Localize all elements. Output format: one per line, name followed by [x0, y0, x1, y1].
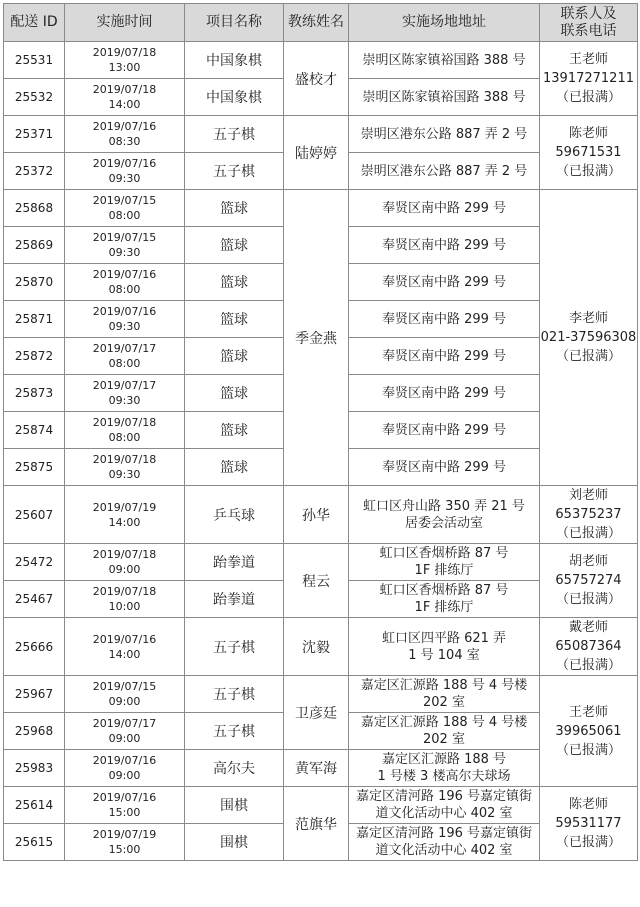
- cell-contact: [540, 116, 638, 190]
- cell-project: 篮球: [185, 375, 284, 412]
- cell-date: 2019/07/15: [92, 194, 157, 207]
- contact-status: （已报满）: [555, 90, 621, 105]
- cell-coach: 孙华: [284, 486, 349, 544]
- table-row: [4, 676, 638, 713]
- cell-coach: 卫彦廷: [284, 676, 349, 750]
- cell-time: [65, 338, 185, 375]
- cell-coach: 盛校才: [284, 42, 349, 116]
- cell-address: [349, 750, 540, 787]
- cell-id: 25873: [4, 375, 65, 412]
- address-line: 202 室: [423, 732, 465, 747]
- cell-id: 25874: [4, 412, 65, 449]
- cell-time: [65, 264, 185, 301]
- cell-date: 2019/07/16: [92, 305, 157, 318]
- table-row: [4, 618, 638, 676]
- cell-project: 五子棋: [185, 713, 284, 750]
- header-row: [4, 4, 638, 42]
- cell-clock: 08:00: [108, 209, 141, 222]
- table-body: [4, 42, 638, 861]
- cell-project: 篮球: [185, 449, 284, 486]
- schedule-table: [3, 3, 638, 861]
- address-line: 崇明区陈家镇裕国路 388 号: [362, 89, 526, 105]
- cell-project: 五子棋: [185, 618, 284, 676]
- cell-contact: [540, 676, 638, 787]
- header-contact-line1: 联系人及: [560, 5, 617, 22]
- header-id: 配送 ID: [4, 4, 65, 42]
- contact-status: （已报满）: [555, 658, 621, 673]
- address-line: 1F 排练厅: [414, 600, 474, 615]
- table-row: [4, 116, 638, 153]
- contact-status: （已报满）: [555, 526, 621, 541]
- contact-name: 王老师: [568, 52, 608, 67]
- cell-project: 五子棋: [185, 116, 284, 153]
- cell-id: 25615: [4, 824, 65, 861]
- cell-address: [349, 190, 540, 227]
- cell-address: [349, 618, 540, 676]
- cell-id: 25875: [4, 449, 65, 486]
- cell-address: [349, 42, 540, 79]
- cell-project: 跆拳道: [185, 581, 284, 618]
- address-line: 奉贤区南中路 299 号: [381, 311, 507, 327]
- address-line: 嘉定区清河路 196 号嘉定镇街: [355, 826, 533, 841]
- contact-name: 胡老师: [568, 554, 608, 569]
- header-coach: 教练姓名: [284, 4, 349, 42]
- cell-clock: 08:00: [108, 431, 141, 444]
- cell-clock: 08:30: [108, 135, 141, 148]
- address-line: 虹口区四平路 621 弄: [381, 630, 507, 646]
- cell-id: 25607: [4, 486, 65, 544]
- cell-time: [65, 787, 185, 824]
- cell-project: 篮球: [185, 412, 284, 449]
- cell-address: [349, 544, 540, 581]
- cell-date: 2019/07/17: [92, 379, 157, 392]
- header-contact-line2: 联系电话: [560, 22, 617, 39]
- contact-phone: 59671531: [555, 145, 622, 160]
- cell-address: [349, 264, 540, 301]
- contact-name: 戴老师: [568, 620, 608, 635]
- cell-id: 25868: [4, 190, 65, 227]
- contact-status: （已报满）: [555, 592, 621, 607]
- cell-time: [65, 449, 185, 486]
- address-line: 202 室: [423, 695, 465, 710]
- contact-name: 刘老师: [568, 488, 608, 503]
- cell-time: [65, 676, 185, 713]
- cell-contact: [540, 42, 638, 116]
- cell-id: 25872: [4, 338, 65, 375]
- cell-project: 五子棋: [185, 676, 284, 713]
- cell-time: [65, 190, 185, 227]
- cell-project: 篮球: [185, 227, 284, 264]
- cell-id: 25614: [4, 787, 65, 824]
- cell-project: 中国象棋: [185, 42, 284, 79]
- cell-clock: 09:00: [108, 769, 141, 782]
- address-line: 虹口区舟山路 350 弄 21 号: [363, 498, 525, 514]
- cell-time: [65, 153, 185, 190]
- cell-time: [65, 618, 185, 676]
- cell-coach: 陆婷婷: [284, 116, 349, 190]
- cell-time: [65, 412, 185, 449]
- cell-address: [349, 713, 540, 750]
- cell-id: 25372: [4, 153, 65, 190]
- header-time: 实施时间: [65, 4, 185, 42]
- contact-phone: 65375237: [555, 507, 622, 522]
- cell-clock: 14:00: [108, 515, 141, 529]
- address-line: 崇明区陈家镇裕国路 388 号: [362, 52, 526, 68]
- cell-clock: 10:00: [108, 600, 141, 613]
- address-line: 嘉定区清河路 196 号嘉定镇街: [355, 789, 533, 804]
- cell-clock: 08:00: [108, 283, 141, 296]
- cell-time: [65, 824, 185, 861]
- cell-coach: 沈毅: [284, 618, 349, 676]
- cell-date: 2019/07/18: [92, 548, 157, 561]
- cell-coach: 程云: [284, 544, 349, 618]
- contact-phone: 65087364: [555, 639, 622, 654]
- cell-date: 2019/07/15: [92, 680, 157, 693]
- address-line: 虹口区香烟桥路 87 号: [379, 583, 509, 598]
- cell-address: [349, 301, 540, 338]
- cell-date: 2019/07/16: [92, 632, 157, 646]
- cell-address: [349, 375, 540, 412]
- cell-project: 篮球: [185, 264, 284, 301]
- cell-id: 25371: [4, 116, 65, 153]
- cell-clock: 09:00: [108, 563, 141, 576]
- cell-time: [65, 750, 185, 787]
- contact-name: 王老师: [568, 704, 608, 720]
- cell-time: [65, 79, 185, 116]
- cell-date: 2019/07/16: [92, 268, 157, 281]
- cell-date: 2019/07/19: [92, 500, 157, 514]
- cell-date: 2019/07/16: [92, 120, 157, 133]
- cell-clock: 14:00: [108, 98, 141, 111]
- cell-coach: 黄军海: [284, 750, 349, 787]
- cell-project: 高尔夫: [185, 750, 284, 787]
- cell-id: 25870: [4, 264, 65, 301]
- cell-time: [65, 581, 185, 618]
- cell-address: [349, 486, 540, 544]
- address-line: 1 号楼 3 楼高尔夫球场: [377, 769, 511, 784]
- cell-clock: 13:00: [108, 61, 141, 74]
- cell-contact: [540, 787, 638, 861]
- address-line: 奉贤区南中路 299 号: [381, 385, 507, 401]
- cell-id: 25532: [4, 79, 65, 116]
- contact-phone: 65757274: [555, 573, 622, 588]
- cell-date: 2019/07/16: [92, 157, 157, 170]
- cell-project: 中国象棋: [185, 79, 284, 116]
- cell-address: [349, 412, 540, 449]
- cell-time: [65, 42, 185, 79]
- cell-time: [65, 544, 185, 581]
- address-line: 居委会活动室: [404, 515, 483, 531]
- contact-name: 陈老师: [568, 126, 608, 141]
- header-address: 实施场地地址: [349, 4, 540, 42]
- cell-project: 篮球: [185, 301, 284, 338]
- cell-project: 篮球: [185, 338, 284, 375]
- contact-status: （已报满）: [555, 835, 621, 850]
- cell-date: 2019/07/16: [92, 791, 157, 804]
- address-line: 奉贤区南中路 299 号: [381, 200, 507, 216]
- cell-time: [65, 486, 185, 544]
- cell-date: 2019/07/18: [92, 453, 157, 466]
- cell-id: 25983: [4, 750, 65, 787]
- cell-clock: 09:30: [108, 394, 141, 407]
- cell-address: [349, 338, 540, 375]
- contact-phone: 13917271211: [543, 71, 634, 86]
- cell-coach: 范旗华: [284, 787, 349, 861]
- cell-address: [349, 227, 540, 264]
- address-line: 虹口区香烟桥路 87 号: [379, 546, 509, 561]
- cell-time: [65, 116, 185, 153]
- contact-phone: 39965061: [555, 723, 622, 739]
- cell-id: 25967: [4, 676, 65, 713]
- table-row: [4, 787, 638, 824]
- address-line: 奉贤区南中路 299 号: [381, 274, 507, 290]
- contact-name: 陈老师: [568, 797, 608, 812]
- cell-id: 25531: [4, 42, 65, 79]
- address-line: 1 号 104 室: [408, 647, 480, 663]
- contact-status: （已报满）: [555, 164, 621, 179]
- cell-project: 围棋: [185, 787, 284, 824]
- address-line: 道文化活动中心 402 室: [375, 806, 513, 821]
- cell-clock: 15:00: [108, 806, 141, 819]
- cell-date: 2019/07/18: [92, 46, 157, 59]
- cell-id: 25467: [4, 581, 65, 618]
- cell-clock: 09:30: [108, 246, 141, 259]
- contact-phone: 59531177: [555, 816, 622, 831]
- cell-clock: 09:00: [108, 695, 141, 708]
- cell-contact: [540, 618, 638, 676]
- cell-address: [349, 676, 540, 713]
- cell-address: [349, 581, 540, 618]
- cell-clock: 09:00: [108, 732, 141, 745]
- cell-date: 2019/07/16: [92, 754, 157, 767]
- cell-clock: 15:00: [108, 843, 141, 856]
- cell-contact: [540, 544, 638, 618]
- address-line: 奉贤区南中路 299 号: [381, 237, 507, 253]
- cell-project: 篮球: [185, 190, 284, 227]
- cell-date: 2019/07/18: [92, 585, 157, 598]
- cell-project: 围棋: [185, 824, 284, 861]
- cell-time: [65, 301, 185, 338]
- address-line: 崇明区港东公路 887 弄 2 号: [360, 126, 528, 142]
- table-row: [4, 486, 638, 544]
- cell-contact: [540, 486, 638, 544]
- address-line: 嘉定区汇源路 188 号 4 号楼: [360, 715, 528, 730]
- cell-id: 25968: [4, 713, 65, 750]
- cell-date: 2019/07/18: [92, 416, 157, 429]
- cell-address: [349, 787, 540, 824]
- cell-clock: 09:30: [108, 172, 141, 185]
- cell-date: 2019/07/17: [92, 342, 157, 355]
- address-line: 道文化活动中心 402 室: [375, 843, 513, 858]
- cell-clock: 08:00: [108, 357, 141, 370]
- cell-address: [349, 824, 540, 861]
- address-line: 嘉定区汇源路 188 号 4 号楼: [360, 678, 528, 693]
- address-line: 奉贤区南中路 299 号: [381, 422, 507, 438]
- cell-address: [349, 153, 540, 190]
- contact-status: （已报满）: [555, 349, 621, 364]
- cell-date: 2019/07/17: [92, 717, 157, 730]
- cell-id: 25871: [4, 301, 65, 338]
- address-line: 崇明区港东公路 887 弄 2 号: [360, 163, 528, 179]
- cell-address: [349, 449, 540, 486]
- table-row: [4, 190, 638, 227]
- cell-clock: 09:30: [108, 320, 141, 333]
- cell-date: 2019/07/19: [92, 828, 157, 841]
- cell-address: [349, 116, 540, 153]
- address-line: 奉贤区南中路 299 号: [381, 348, 507, 364]
- cell-id: 25472: [4, 544, 65, 581]
- cell-clock: 09:30: [108, 468, 141, 481]
- cell-address: [349, 79, 540, 116]
- cell-date: 2019/07/18: [92, 83, 157, 96]
- address-line: 1F 排练厅: [414, 563, 474, 578]
- table-row: [4, 544, 638, 581]
- address-line: 嘉定区汇源路 188 号: [381, 752, 507, 767]
- table-row: [4, 42, 638, 79]
- cell-date: 2019/07/15: [92, 231, 157, 244]
- cell-id: 25869: [4, 227, 65, 264]
- contact-name: 李老师: [568, 311, 608, 326]
- header-contact: [540, 4, 638, 42]
- cell-project: 乒乓球: [185, 486, 284, 544]
- cell-time: [65, 375, 185, 412]
- cell-contact: [540, 190, 638, 486]
- header-project: 项目名称: [185, 4, 284, 42]
- cell-coach: 季金燕: [284, 190, 349, 486]
- cell-project: 跆拳道: [185, 544, 284, 581]
- contact-phone: 021-37596308: [540, 330, 637, 345]
- cell-project: 五子棋: [185, 153, 284, 190]
- cell-time: [65, 227, 185, 264]
- contact-status: （已报满）: [555, 742, 621, 758]
- cell-time: [65, 713, 185, 750]
- cell-clock: 14:00: [108, 647, 141, 661]
- address-line: 奉贤区南中路 299 号: [381, 459, 507, 475]
- cell-id: 25666: [4, 618, 65, 676]
